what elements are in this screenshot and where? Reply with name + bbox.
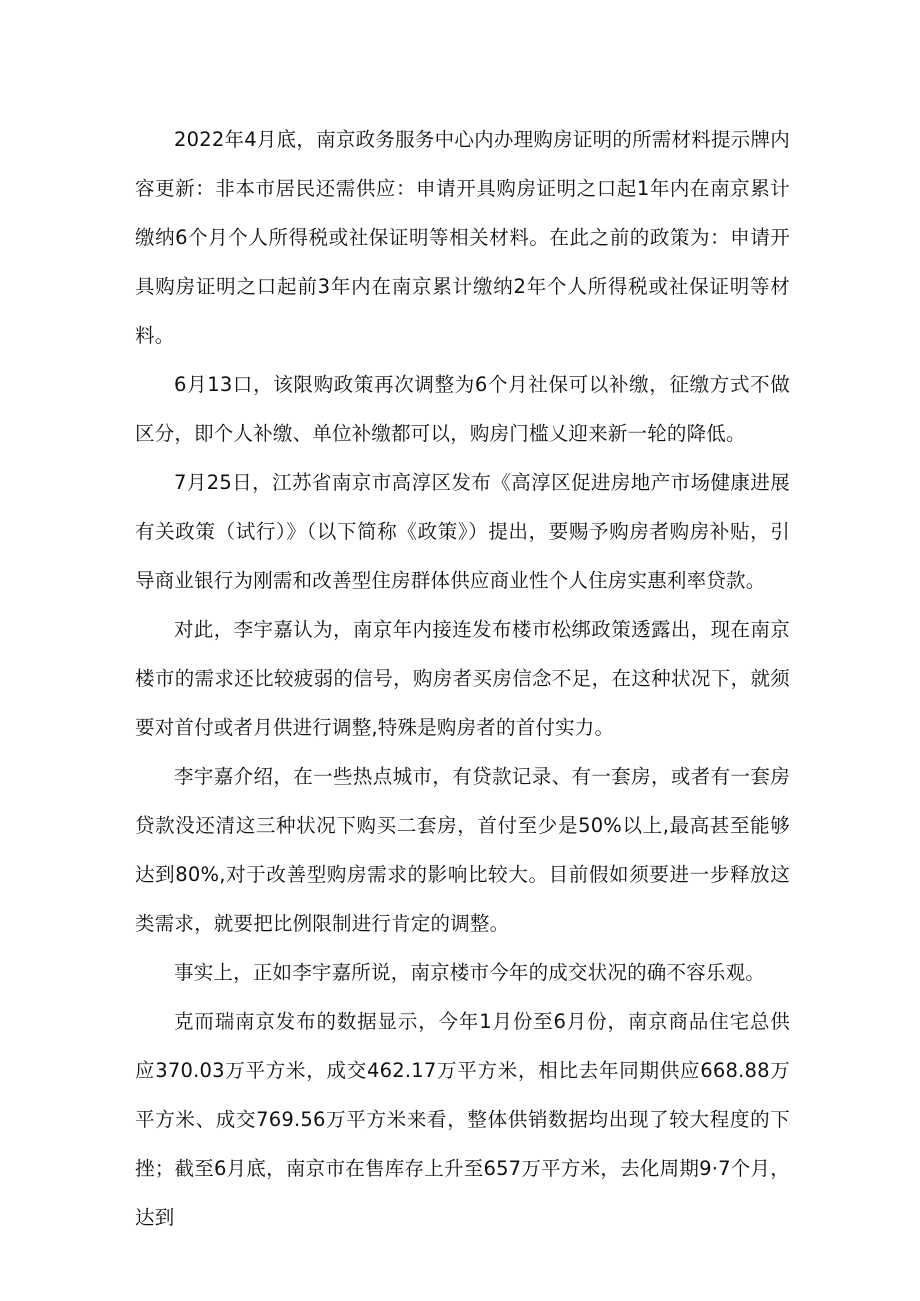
paragraph-1: 2022年4月底，南京政务服务中心内办理购房证明的所需材料提示牌内容更新：非本市居民还需供应：申请开具购房证明之口起1年内在南京累计缴纳6个月个人所得税或社保证明等相关材料。在此之前的政策为：申请开具购房证明之口起前3年内在南京累计缴纳2年个人所得税或社保证明等材料。 bbox=[135, 128, 790, 347]
paragraph-7: 克而瑞南京发布的数据显示，今年1月份至6月份，南京商品住宅总供应370.03万平方米，成交462.17万平方米，相比去年同期供应668.88万平方米、成交769.56万平方米来看，整体供销数据均出现了较大程度的下挫；截至6月底，南京市在售库存上升至657万平方米，去化周期9·7个月，达到 bbox=[135, 1010, 790, 1229]
paragraph-4: 对此，李宇嘉认为，南京年内接连发布楼市松绑政策透露出，现在南京楼市的需求还比较疲弱的信号，购房者买房信念不足，在这种状况下，就须要对首付或者月供进行调整,特殊是购房者的首付实力。 bbox=[135, 618, 790, 739]
paragraph-6: 事实上，正如李宇嘉所说，南京楼市今年的成交状况的确不容乐观。 bbox=[174, 961, 766, 984]
paragraph-3: 7月25日，江苏省南京市高淳区发布《高淳区促进房地产市场健康进展有关政策（试行）》（以下简称《政策》）提出，要赐予购房者购房补贴，引导商业银行为刚需和改善型住房群体供应商业性个人住房实惠利率贷款。 bbox=[135, 471, 790, 592]
paragraph-2: 6月13口，该限购政策再次调整为6个月社保可以补缴，征缴方式不做区分，即个人补缴、单位补缴都可以，购房门槛乂迎来新一轮的降低。 bbox=[135, 373, 790, 445]
paragraph-5: 李宇嘉介绍，在一些热点城市，有贷款记录、有一套房，或者有一套房贷款没还清这三种状况下购买二套房，首付至少是50%以上,最高甚至能够达到80%,对于改善型购房需求的影响比较大。目前假如须要进一步释放这类需求，就要把比例限制进行肯定的调整。 bbox=[135, 765, 790, 935]
article-body bbox=[135, 115, 790, 1242]
